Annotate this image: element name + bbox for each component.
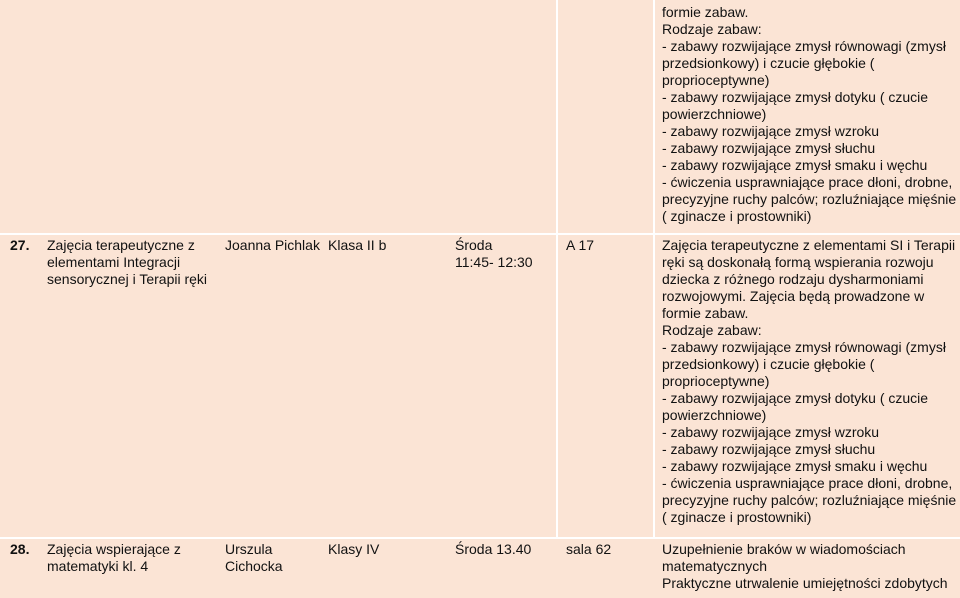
text-line: powierzchniowe) — [662, 106, 767, 122]
schedule-time — [455, 541, 531, 558]
text-line: - zabawy rozwijające zmysł dotyku ( czucie — [662, 89, 929, 105]
text-line: matematyki kl. 4 — [47, 558, 149, 574]
text-line: sensorycznej i Terapii ręki — [47, 271, 208, 287]
text-line: Środa 13.40 — [455, 541, 532, 557]
room: A 17 — [566, 237, 595, 253]
text-line: przedsionkowy) i czucie głębokie ( — [662, 55, 875, 71]
text-line: proprioceptywne) — [662, 72, 770, 88]
text-line: Zajęcia terapeutyczne z elementami SI i Terapii — [662, 237, 956, 253]
text-line: - zabawy rozwijające zmysł równowagi (zmysł — [662, 339, 946, 355]
text-line: Rodzaje zabaw: — [662, 322, 762, 338]
text-line: - zabawy rozwijające zmysł smaku i węchu — [662, 157, 928, 173]
row-number: 27. — [10, 237, 30, 253]
text-line: Zajęcia terapeutyczne z — [47, 237, 195, 253]
text-line: Zajęcia wspierające z — [47, 541, 181, 557]
text-line: - ćwiczenia usprawniające prace dłoni, drobne, — [662, 475, 953, 491]
text-line: Urszula — [225, 541, 273, 557]
text-line: Praktyczne utrwalenie umiejętności zdobytych — [662, 575, 948, 591]
text-line: formie zabaw. — [662, 305, 749, 321]
text-line: - zabawy rozwijające zmysł słuchu — [662, 140, 876, 156]
room: sala 62 — [566, 541, 612, 557]
text-line: Uzupełnienie braków w wiadomościach — [662, 541, 906, 557]
text-line: 11:45- 12:30 — [455, 254, 533, 270]
row-number: 28. — [10, 541, 30, 557]
text-line: - zabawy rozwijające zmysł wzroku — [662, 123, 880, 139]
text-line: matematycznych — [662, 558, 768, 574]
text-line: powierzchniowe) — [662, 407, 767, 423]
class-group: Klasy IV — [328, 541, 380, 557]
text-line: Joanna Pichlak — [225, 237, 320, 253]
text-line: proprioceptywne) — [662, 373, 770, 389]
teacher-name — [225, 541, 283, 575]
text-line: rozwojowymi. Zajęcia będą prowadzone w — [662, 288, 925, 304]
text-line: formie zabaw. — [662, 4, 749, 20]
schedule-time — [455, 237, 533, 271]
column-separator — [653, 0, 655, 539]
teacher-name — [225, 237, 320, 254]
text-line: - zabawy rozwijające zmysł równowagi (zmysł — [662, 38, 946, 54]
description-continuation — [662, 4, 956, 225]
text-line: - zabawy rozwijające zmysł słuchu — [662, 441, 876, 457]
text-line: Cichocka — [225, 558, 283, 574]
text-line: precyzyjne ruchy palców; rozluźniające mięśnie — [662, 492, 957, 508]
activity-title — [47, 541, 181, 575]
activity-description — [662, 541, 948, 592]
text-line: dziecka z różnego rodzaju dysharmoniami — [662, 271, 924, 287]
text-line: Rodzaje zabaw: — [662, 21, 762, 37]
text-line: - zabawy rozwijające zmysł smaku i węchu — [662, 458, 928, 474]
column-separator — [556, 0, 558, 539]
text-line: elementami Integracji — [47, 254, 181, 270]
text-line: - zabawy rozwijające zmysł wzroku — [662, 424, 880, 440]
text-line: ( zginacze i prostowniki) — [662, 509, 812, 525]
activity-description — [662, 237, 956, 526]
text-line: - zabawy rozwijające zmysł dotyku ( czucie — [662, 390, 929, 406]
text-line: precyzyjne ruchy palców; rozluźniające mięśnie — [662, 191, 957, 207]
text-line: - ćwiczenia usprawniające prace dłoni, drobne, — [662, 174, 953, 190]
text-line: ( zginacze i prostowniki) — [662, 208, 812, 224]
class-group: Klasa II b — [328, 237, 387, 253]
activity-title — [47, 237, 207, 288]
text-line: przedsionkowy) i czucie głębokie ( — [662, 356, 875, 372]
text-line: ręki są doskonałą formą wspierania rozwoju — [662, 254, 934, 270]
text-line: Środa — [455, 237, 493, 253]
